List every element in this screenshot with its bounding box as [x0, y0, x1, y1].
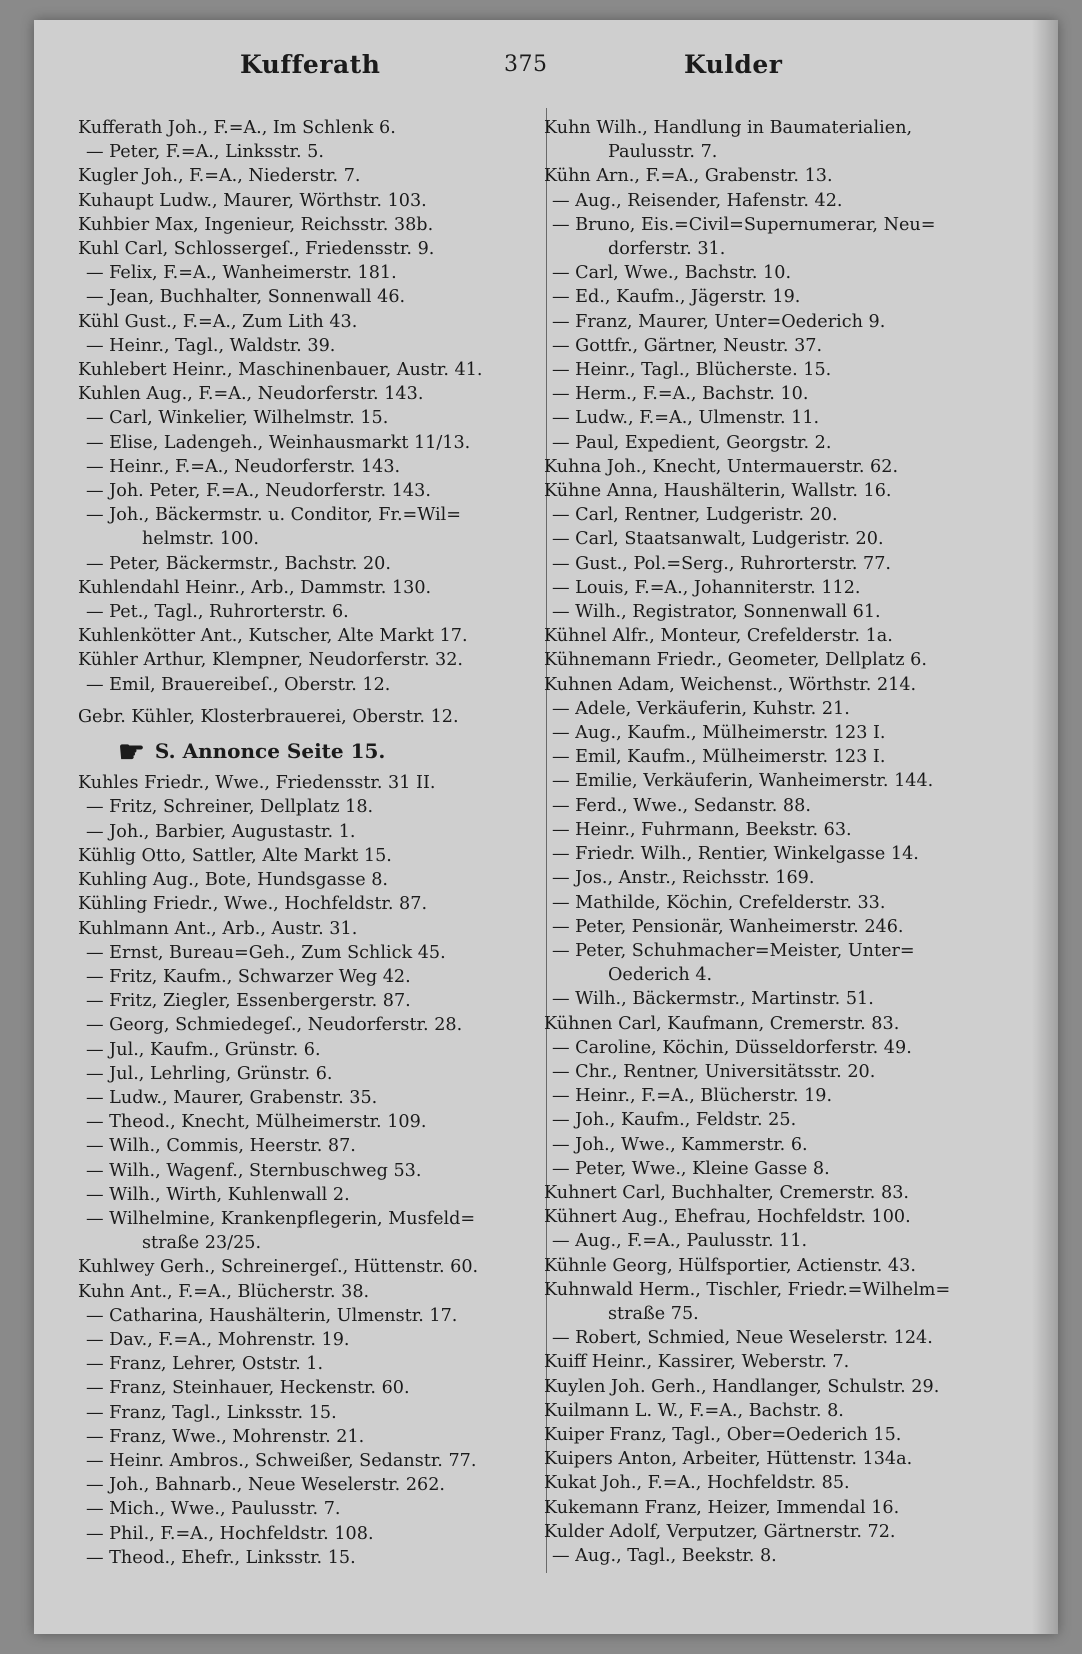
directory-entry: Kuhlwey Gerh., Schreinergeſ., Hüttenstr. 60.	[78, 1257, 479, 1278]
directory-entry: — Heinr., Tagl., Waldstr. 39.	[86, 335, 336, 356]
directory-entry: — Bruno, Eis.=Civil=Supernumerar, Neu=	[552, 214, 936, 235]
directory-entry: — Peter, Schuhmacher=Meister, Unter=	[552, 940, 915, 961]
directory-entry: — Friedr. Wilh., Rentier, Winkelgasse 14.	[552, 844, 919, 865]
entry-continuation: straße 23/25.	[142, 1233, 262, 1254]
directory-entry: Kuhbier Max, Ingenieur, Reichsstr. 38b.	[78, 214, 434, 235]
directory-entry: — Felix, F.=A., Wanheimerstr. 181.	[86, 263, 397, 284]
directory-entry: — Ed., Kaufm., Jägerstr. 19.	[552, 287, 801, 308]
directory-entry: — Joh., Bahnarb., Neue Weselerstr. 262.	[86, 1475, 445, 1496]
directory-entry: — Mathilde, Köchin, Crefelderstr. 33.	[552, 892, 886, 913]
directory-entry: Kuhlendahl Heinr., Arb., Dammstr. 130.	[78, 577, 432, 598]
directory-entry: — Chr., Rentner, Universitätsstr. 20.	[552, 1061, 876, 1082]
directory-entry: — Ludw., F.=A., Ulmenstr. 11.	[552, 408, 820, 429]
directory-entry: — Peter, F.=A., Linksstr. 5.	[86, 142, 324, 163]
directory-entry: — Phil., F.=A., Hochfeldstr. 108.	[86, 1523, 374, 1544]
directory-entry: Kühnel Alfr., Monteur, Crefelderstr. 1a.	[544, 626, 893, 647]
directory-entry: — Dav., F.=A., Mohrenstr. 19.	[86, 1329, 350, 1350]
directory-entry: Kuhn Ant., F.=A., Blücherstr. 38.	[78, 1281, 370, 1302]
directory-entry: — Jos., Anstr., Reichsstr. 169.	[552, 868, 815, 889]
running-head-left: Kufferath	[240, 50, 381, 79]
directory-entry: Kühnemann Friedr., Geometer, Dellplatz 6.	[544, 650, 927, 671]
directory-entry: Kuiper Franz, Tagl., Ober=Oederich 15.	[544, 1424, 902, 1445]
directory-entry: Kühlig Otto, Sattler, Alte Markt 15.	[78, 845, 392, 866]
directory-entry: — Herm., F.=A., Bachstr. 10.	[552, 384, 809, 405]
directory-entry: — Fritz, Ziegler, Essenbergerstr. 87.	[86, 991, 411, 1012]
directory-entry: — Joh., Wwe., Kammerstr. 6.	[552, 1134, 808, 1155]
directory-entry: — Catharina, Haushälterin, Ulmenstr. 17.	[86, 1305, 458, 1326]
directory-entry: — Joh., Bäckermstr. u. Conditor, Fr.=Wil=	[86, 505, 462, 526]
directory-entry: Kulder Adolf, Verputzer, Gärtnerstr. 72.	[544, 1521, 896, 1542]
directory-entry: — Carl, Rentner, Ludgeristr. 20.	[552, 505, 838, 526]
directory-entry: — Ludw., Maurer, Grabenstr. 35.	[86, 1087, 378, 1108]
directory-entry: Kuhaupt Ludw., Maurer, Wörthstr. 103.	[78, 190, 427, 211]
directory-entry: — Franz, Tagl., Linksstr. 15.	[86, 1402, 337, 1423]
directory-entry: — Georg, Schmiedegeſ., Neudorferstr. 28.	[86, 1015, 463, 1036]
directory-entry: — Aug., Reisender, Hafenstr. 42.	[552, 190, 843, 211]
annonce-notice	[118, 735, 538, 771]
directory-entry: Kuhna Joh., Knecht, Untermauerstr. 62.	[544, 456, 899, 477]
directory-entry: — Franz, Steinhauer, Heckenstr. 60.	[86, 1378, 410, 1399]
directory-entry: — Paul, Expedient, Georgstr. 2.	[552, 432, 832, 453]
directory-entry: — Mich., Wwe., Paulusstr. 7.	[86, 1499, 341, 1520]
entry-continuation: helmstr. 100.	[142, 529, 259, 550]
directory-entry: Kühn Arn., F.=A., Grabenstr. 13.	[544, 166, 833, 187]
directory-entry: — Wilhelmine, Krankenpflegerin, Musfeld=	[86, 1208, 476, 1229]
entry-continuation: straße 75.	[608, 1303, 699, 1324]
directory-entry: Kuhlen Aug., F.=A., Neudorferstr. 143.	[78, 384, 424, 405]
left-column	[78, 116, 538, 1570]
page-number: 375	[504, 52, 548, 77]
directory-entry: — Ferd., Wwe., Sedanstr. 88.	[552, 795, 811, 816]
directory-entry: — Joh., Kaufm., Feldstr. 25.	[552, 1110, 797, 1131]
directory-entry: — Ernst, Bureau=Geh., Zum Schlick 45.	[86, 942, 446, 963]
directory-entry: — Wilh., Wirth, Kuhlenwall 2.	[86, 1184, 350, 1205]
directory-entry: — Heinr., Tagl., Blücherste. 15.	[552, 360, 832, 381]
running-head-right: Kulder	[684, 50, 783, 79]
directory-entry: Kuhling Aug., Bote, Hundsgasse 8.	[78, 870, 389, 891]
directory-entry: Kuhl Carl, Schlossergeſ., Friedensstr. 9.	[78, 239, 435, 260]
directory-entry: — Adele, Verkäuferin, Kuhstr. 21.	[552, 698, 850, 719]
directory-entry: Kuhn Wilh., Handlung in Baumaterialien,	[544, 118, 913, 138]
directory-entry: — Joh., Barbier, Augustastr. 1.	[86, 821, 356, 842]
directory-entry: — Aug., Kaufm., Mülheimerstr. 123 I.	[552, 723, 886, 744]
directory-entry: Kugler Joh., F.=A., Niederstr. 7.	[78, 166, 361, 187]
directory-entry: — Heinr., Fuhrmann, Beekstr. 63.	[552, 819, 852, 840]
pointing-hand-icon: ☛	[118, 735, 145, 771]
directory-entry: Kühling Friedr., Wwe., Hochfeldstr. 87.	[78, 894, 428, 915]
directory-entry: Kühnert Aug., Ehefrau, Hochfeldstr. 100.	[544, 1207, 911, 1228]
right-column	[544, 116, 1022, 1568]
directory-page	[34, 20, 1058, 1634]
directory-entry: — Jul., Lehrling, Grünstr. 6.	[86, 1063, 333, 1084]
directory-entry: — Wilh., Bäckermstr., Martinstr. 51.	[552, 989, 874, 1010]
directory-entry: — Franz, Lehrer, Oststr. 1.	[86, 1354, 324, 1375]
directory-entry: Kuilmann L. W., F.=A., Bachstr. 8.	[544, 1400, 844, 1421]
directory-entry: Kuiff Heinr., Kassirer, Weberstr. 7.	[544, 1352, 850, 1373]
directory-entry: Kuhlebert Heinr., Maschinenbauer, Austr. 41.	[78, 360, 483, 381]
directory-entry: — Peter, Bäckermstr., Bachstr. 20.	[86, 553, 391, 574]
directory-entry: — Heinr. Ambros., Schweißer, Sedanstr. 77.	[86, 1450, 477, 1471]
directory-entry: — Aug., F.=A., Paulusstr. 11.	[552, 1231, 808, 1252]
directory-entry: — Carl, Staatsanwalt, Ludgeristr. 20.	[552, 529, 884, 550]
entry-continuation: Paulusstr. 7.	[608, 142, 718, 163]
directory-entry: Kühl Gust., F.=A., Zum Lith 43.	[78, 311, 358, 332]
directory-entry: — Theod., Knecht, Mülheimerstr. 109.	[86, 1112, 427, 1133]
directory-entry: Kukemann Franz, Heizer, Immendal 16.	[544, 1497, 900, 1518]
directory-entry: — Gottfr., Gärtner, Neustr. 37.	[552, 335, 823, 356]
directory-entry: — Elise, Ladengeh., Weinhausmarkt 11/13.	[86, 432, 471, 453]
directory-entry: Kuhnen Adam, Weichenst., Wörthstr. 214.	[544, 674, 917, 695]
directory-entry: — Wilh., Wagenf., Sternbuschweg 53.	[86, 1160, 422, 1181]
directory-entry: — Wilh., Registrator, Sonnenwall 61.	[552, 602, 881, 623]
directory-entry: Kuhlenkötter Ant., Kutscher, Alte Markt 17.	[78, 626, 468, 647]
directory-entry: Kuhnwald Herm., Tischler, Friedr.=Wilhelm=	[544, 1279, 951, 1300]
directory-entry: Kühler Arthur, Klempner, Neudorferstr. 32.	[78, 650, 463, 671]
directory-entry: — Wilh., Commis, Heerstr. 87.	[86, 1136, 356, 1157]
directory-entry: Kuhnert Carl, Buchhalter, Cremerstr. 83.	[544, 1182, 909, 1203]
directory-entry: Kufferath Joh., F.=A., Im Schlenk 6.	[78, 118, 396, 138]
directory-entry: — Robert, Schmied, Neue Weselerstr. 124.	[552, 1328, 933, 1349]
directory-entry: Kühne Anna, Haushälterin, Wallstr. 16.	[544, 481, 892, 502]
directory-entry: — Franz, Maurer, Unter=Oederich 9.	[552, 311, 886, 332]
directory-entry: Kuipers Anton, Arbeiter, Hüttenstr. 134a.	[544, 1449, 913, 1470]
directory-entry: — Emilie, Verkäuferin, Wanheimerstr. 144.	[552, 771, 934, 792]
directory-entry: — Peter, Pensionär, Wanheimerstr. 246.	[552, 916, 904, 937]
directory-entry: — Fritz, Kaufm., Schwarzer Weg 42.	[86, 966, 411, 987]
directory-entry: Gebr. Kühler, Klosterbrauerei, Oberstr. 12.	[78, 706, 459, 727]
directory-entry: Kuhlmann Ant., Arb., Austr. 31.	[78, 918, 358, 939]
annonce-text: S. Annonce Seite 15.	[154, 739, 386, 764]
directory-entry: — Jul., Kaufm., Grünstr. 6.	[86, 1039, 321, 1060]
directory-entry: Kuylen Joh. Gerh., Handlanger, Schulstr. 29.	[544, 1376, 940, 1397]
directory-entry: Kuhles Friedr., Wwe., Friedensstr. 31 II.	[78, 773, 436, 794]
entry-gap	[78, 697, 538, 705]
directory-entry: — Carl, Wwe., Bachstr. 10.	[552, 263, 792, 284]
directory-entry: — Heinr., F.=A., Blücherstr. 19.	[552, 1086, 833, 1107]
directory-entry: — Caroline, Köchin, Düsseldorferstr. 49.	[552, 1037, 912, 1058]
directory-entry: — Joh. Peter, F.=A., Neudorferstr. 143.	[86, 481, 431, 502]
directory-entry: — Aug., Tagl., Beekstr. 8.	[552, 1545, 777, 1566]
directory-entry: — Pet., Tagl., Ruhrorterstr. 6.	[86, 602, 349, 623]
directory-entry: Kühnle Georg, Hülfsportier, Actienstr. 43.	[544, 1255, 916, 1276]
directory-entry: — Emil, Kaufm., Mülheimerstr. 123 I.	[552, 747, 886, 768]
directory-entry: Kühnen Carl, Kaufmann, Cremerstr. 83.	[544, 1013, 900, 1034]
directory-entry: — Heinr., F.=A., Neudorferstr. 143.	[86, 456, 401, 477]
directory-entry: — Carl, Winkelier, Wilhelmstr. 15.	[86, 408, 389, 429]
directory-entry: — Peter, Wwe., Kleine Gasse 8.	[552, 1158, 830, 1179]
directory-entry: — Fritz, Schreiner, Dellplatz 18.	[86, 797, 374, 818]
entry-continuation: Oederich 4.	[608, 965, 713, 986]
directory-entry: — Gust., Pol.=Serg., Ruhrorterstr. 77.	[552, 553, 891, 574]
directory-entry: — Jean, Buchhalter, Sonnenwall 46.	[86, 287, 406, 308]
directory-entry: Kukat Joh., F.=A., Hochfeldstr. 85.	[544, 1473, 850, 1494]
directory-entry: — Franz, Wwe., Mohrenstr. 21.	[86, 1426, 365, 1447]
directory-entry: — Emil, Brauereibeſ., Oberstr. 12.	[86, 674, 391, 695]
directory-entry: — Theod., Ehefr., Linksstr. 15.	[86, 1547, 356, 1568]
entry-continuation: dorferstr. 31.	[608, 239, 726, 260]
directory-entry: — Louis, F.=A., Johanniterstr. 112.	[552, 577, 861, 598]
